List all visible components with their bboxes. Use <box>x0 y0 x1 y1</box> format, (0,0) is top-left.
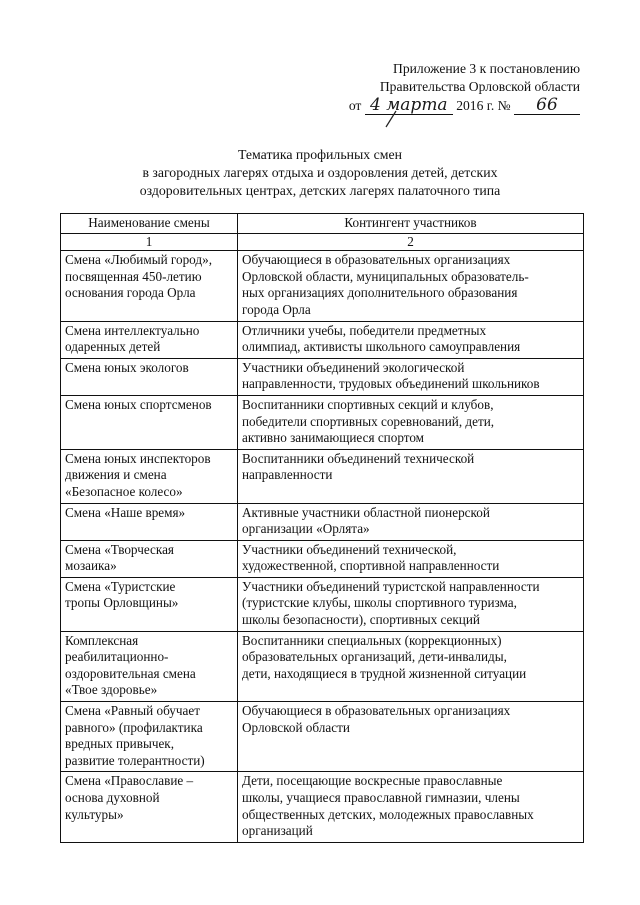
header-participants: Контингент участников <box>238 214 584 234</box>
table-row <box>61 503 584 540</box>
title-line-2: в загородных лагерях отдыха и оздоровления детей, детских <box>142 165 498 180</box>
shift-name-cell: Смена юных экологов <box>61 358 238 395</box>
title-line-1: Тематика профильных смен <box>238 147 402 162</box>
participants-cell: Воспитанники специальных (коррекционных) образовательных организаций, дети-инвалиды, дети, находящиеся в трудной жизненной ситуации <box>238 631 584 701</box>
shift-name-cell: Смена «Наше время» <box>61 503 238 540</box>
participants-cell: Участники объединений экологической направленности, трудовых объединений школьников <box>238 358 584 395</box>
column-number-row <box>61 233 584 251</box>
column-number-2: 2 <box>238 233 584 251</box>
shift-name-cell: Смена «Туристские тропы Орловщины» <box>61 577 238 631</box>
table-row <box>61 702 584 772</box>
appendix-header <box>330 60 580 115</box>
participants-cell: Участники объединений технической, художественной, спортивной направленности <box>238 540 584 577</box>
participants-cell: Воспитанники объединений технической направленности <box>238 449 584 503</box>
participants-cell: Участники объединений туристской направленности (туристские клубы, школы спортивного туризма, школы безопасности), спортивных секций <box>238 577 584 631</box>
shift-name-cell: Комплексная реабилитационно- оздоровительная смена «Твое здоровье» <box>61 631 238 701</box>
table-row <box>61 540 584 577</box>
shift-name-cell: Смена «Любимый город», посвященная 450-летию основания города Орла <box>61 251 238 321</box>
table-header-row <box>61 214 584 234</box>
from-label: от <box>348 98 362 113</box>
header-shift-name: Наименование смены <box>61 214 238 234</box>
column-number-1: 1 <box>61 233 238 251</box>
shift-name-cell: Смена юных спортсменов <box>61 395 238 449</box>
participants-cell: Обучающиеся в образовательных организациях Орловской области, муниципальных образователь- ных организациях дополнительного образования города Орла <box>238 251 584 321</box>
participants-cell: Обучающиеся в образовательных организациях Орловской области <box>238 702 584 772</box>
handwritten-number: 66 <box>514 96 580 115</box>
shift-name-cell: Смена «Равный обучает равного» (профилактика вредных привычек, развитие толерантности) <box>61 702 238 772</box>
table-row <box>61 772 584 842</box>
document-title <box>60 146 580 200</box>
participants-cell: Дети, посещающие воскресные православные школы, учащиеся православной гимназии, члены общественных детских, молодежных православных организаций <box>238 772 584 842</box>
appendix-line-2: Правительства Орловской области <box>379 79 580 94</box>
appendix-date-line <box>330 96 580 115</box>
participants-cell: Отличники учебы, победители предметных олимпиад, активисты школьного самоуправления <box>238 321 584 358</box>
title-line-3: оздоровительных центрах, детских лагерях палаточного типа <box>139 183 501 198</box>
appendix-line-1: Приложение 3 к постановлению <box>393 61 580 76</box>
table-row <box>61 321 584 358</box>
table-row <box>61 449 584 503</box>
year-label: 2016 г. № <box>456 98 511 113</box>
shift-name-cell: Смена «Творческая мозаика» <box>61 540 238 577</box>
pen-stroke-mark <box>384 110 398 128</box>
shift-name-cell: Смена интеллектуально одаренных детей <box>61 321 238 358</box>
shift-name-cell: Смена «Православие – основа духовной культуры» <box>61 772 238 842</box>
table-row <box>61 631 584 701</box>
shifts-table <box>60 213 584 843</box>
table-row <box>61 251 584 321</box>
participants-cell: Воспитанники спортивных секций и клубов, победители спортивных соревнований, дети, активно занимающиеся спортом <box>238 395 584 449</box>
shift-name-cell: Смена юных инспекторов движения и смена «Безопасное колесо» <box>61 449 238 503</box>
handwritten-date: 4 марта <box>365 96 453 115</box>
table-row <box>61 358 584 395</box>
table-row <box>61 395 584 449</box>
participants-cell: Активные участники областной пионерской организации «Орлята» <box>238 503 584 540</box>
table-row <box>61 577 584 631</box>
